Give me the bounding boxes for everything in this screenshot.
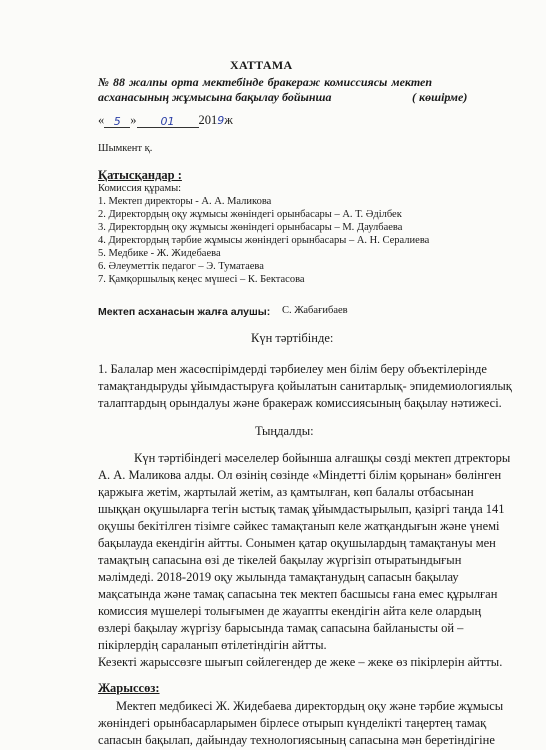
heard-line: мақсатында және тамақ сапасына тек мектеп басшысы ғана емес құрылған bbox=[98, 587, 498, 601]
heard-line: А. А. Маликова алды. Ол өзінің сөзінде «Міндетті білім қорынан» бөлінген bbox=[98, 468, 502, 482]
date-month: 01 bbox=[160, 115, 175, 128]
heard-line: мәлімдеді. 2018-2019 оқу жылында тамақтанудың сапасын бақылау bbox=[98, 570, 459, 584]
date-line bbox=[98, 113, 233, 128]
date-close-quote: » bbox=[130, 113, 137, 127]
copy-note: ( көшірме) bbox=[412, 90, 468, 104]
commission-label: Комиссия құрамы: bbox=[98, 183, 182, 194]
heard-line: оқушы бекітілген тізімге сәйкес тамақтанып келе жатқандығын және үнемі bbox=[98, 519, 500, 533]
date-open-quote: « bbox=[98, 113, 105, 127]
debate-line: жөніндегі орынбасарларымен бірлесе отырып күнделікті таңертең тамақ bbox=[98, 716, 487, 730]
heard-line: комиссия мүшелері толығымен де жауапты екендігін айта келе олардың bbox=[98, 604, 482, 618]
heard-line: өзлері бақылау жүргізу барысында тамақ сапасына байланысты ой – bbox=[98, 621, 464, 635]
document-title: ХАТТАМА bbox=[230, 58, 293, 72]
city: Шымкент қ. bbox=[98, 143, 153, 154]
heard-line: шыққан оқушыларға тегін ыстық тамақ ұйымдастырылып, қазіргі таңда 141 bbox=[98, 502, 505, 516]
date-month-field bbox=[137, 114, 199, 128]
heard-line: қаржыға жетім, жартылай жетім, аз қамтылған, көп балалы отбасынан bbox=[98, 485, 474, 499]
member-item: 7. Қамқоршылық кеңес мүшесі – К. Бектасова bbox=[98, 274, 305, 285]
debate-heading: Жарыссөз: bbox=[98, 681, 160, 695]
member-item: 2. Директордың оқу жұмысы жөніндегі орынбасары – А. Т. Әділбек bbox=[98, 209, 402, 220]
member-item: 3. Директордың оқу жұмысы жөніндегі орынбасары – М. Даулбаева bbox=[98, 222, 403, 233]
agenda-heading: Күн тәртібінде: bbox=[251, 331, 334, 345]
date-day: 5 bbox=[113, 115, 121, 128]
protocol-line-2: асханасының жұмысына бақылау бойынша bbox=[98, 90, 332, 104]
lessee-name: С. Жабағибаев bbox=[282, 305, 348, 316]
date-year-digit: 9 bbox=[217, 114, 225, 127]
member-item: 6. Әлеуметтік педагог – Э. Туматаева bbox=[98, 261, 264, 272]
heard-line: Күн тәртібіндегі мәселелер бойынша алғашқы сөзді мектеп дтректоры bbox=[134, 451, 511, 465]
participants-heading: Қатысқандар : bbox=[98, 168, 182, 182]
heard-line: Кезекті жарыссөзге шығып сөйлегендер де жеке – жеке өз пікірлерін айтты. bbox=[98, 655, 503, 669]
date-year-prefix: 201 bbox=[198, 113, 218, 127]
member-item: 5. Медбике - Ж. Жидебаева bbox=[98, 248, 221, 259]
member-item: 4. Директордың тәрбие жұмысы жөніндегі орынбасары – А. Н. Сералиева bbox=[98, 235, 430, 246]
heard-line: бақылауда екендігін айтты. Сонымен қатар оқушылардың тамақтануы мен bbox=[98, 536, 496, 550]
debate-line: Мектеп медбикесі Ж. Жидебаева директордың оқу және тәрбие жұмысы bbox=[116, 699, 504, 713]
lessee-label: Мектеп асханасын жалға алушы: bbox=[98, 306, 271, 318]
heard-heading: Тыңдалды: bbox=[255, 424, 314, 438]
agenda-line: тамақтандыруды ұйымдастыруға қойылатын санитарлық- эпидемиологиялық bbox=[98, 379, 512, 393]
date-suffix: ж bbox=[224, 113, 233, 127]
protocol-line-1: № 88 жалпы орта мектебінде бракераж комиссиясы мектеп bbox=[98, 75, 432, 89]
heard-line: тамақтың сапасына өзі де тікелей бақылау жүргізіп отыратындығын bbox=[98, 553, 462, 567]
agenda-line: 1. Балалар мен жасөспірімдерді тәрбиелеу мен білім беру объектілерінде bbox=[98, 362, 487, 376]
date-day-field bbox=[104, 114, 130, 128]
heard-line: пікірлердің сараланып өтілетіндігін айтты. bbox=[98, 638, 327, 652]
debate-line: сапасын бақылап, дайындау технологиясының сапасына мән беретіндігіне bbox=[98, 733, 495, 747]
member-item: 1. Мектеп директоры - А. А. Маликова bbox=[98, 196, 272, 207]
agenda-line: талаптардың орындалуы және бракераж комиссиясының бақылау нәтижесі. bbox=[98, 396, 502, 410]
